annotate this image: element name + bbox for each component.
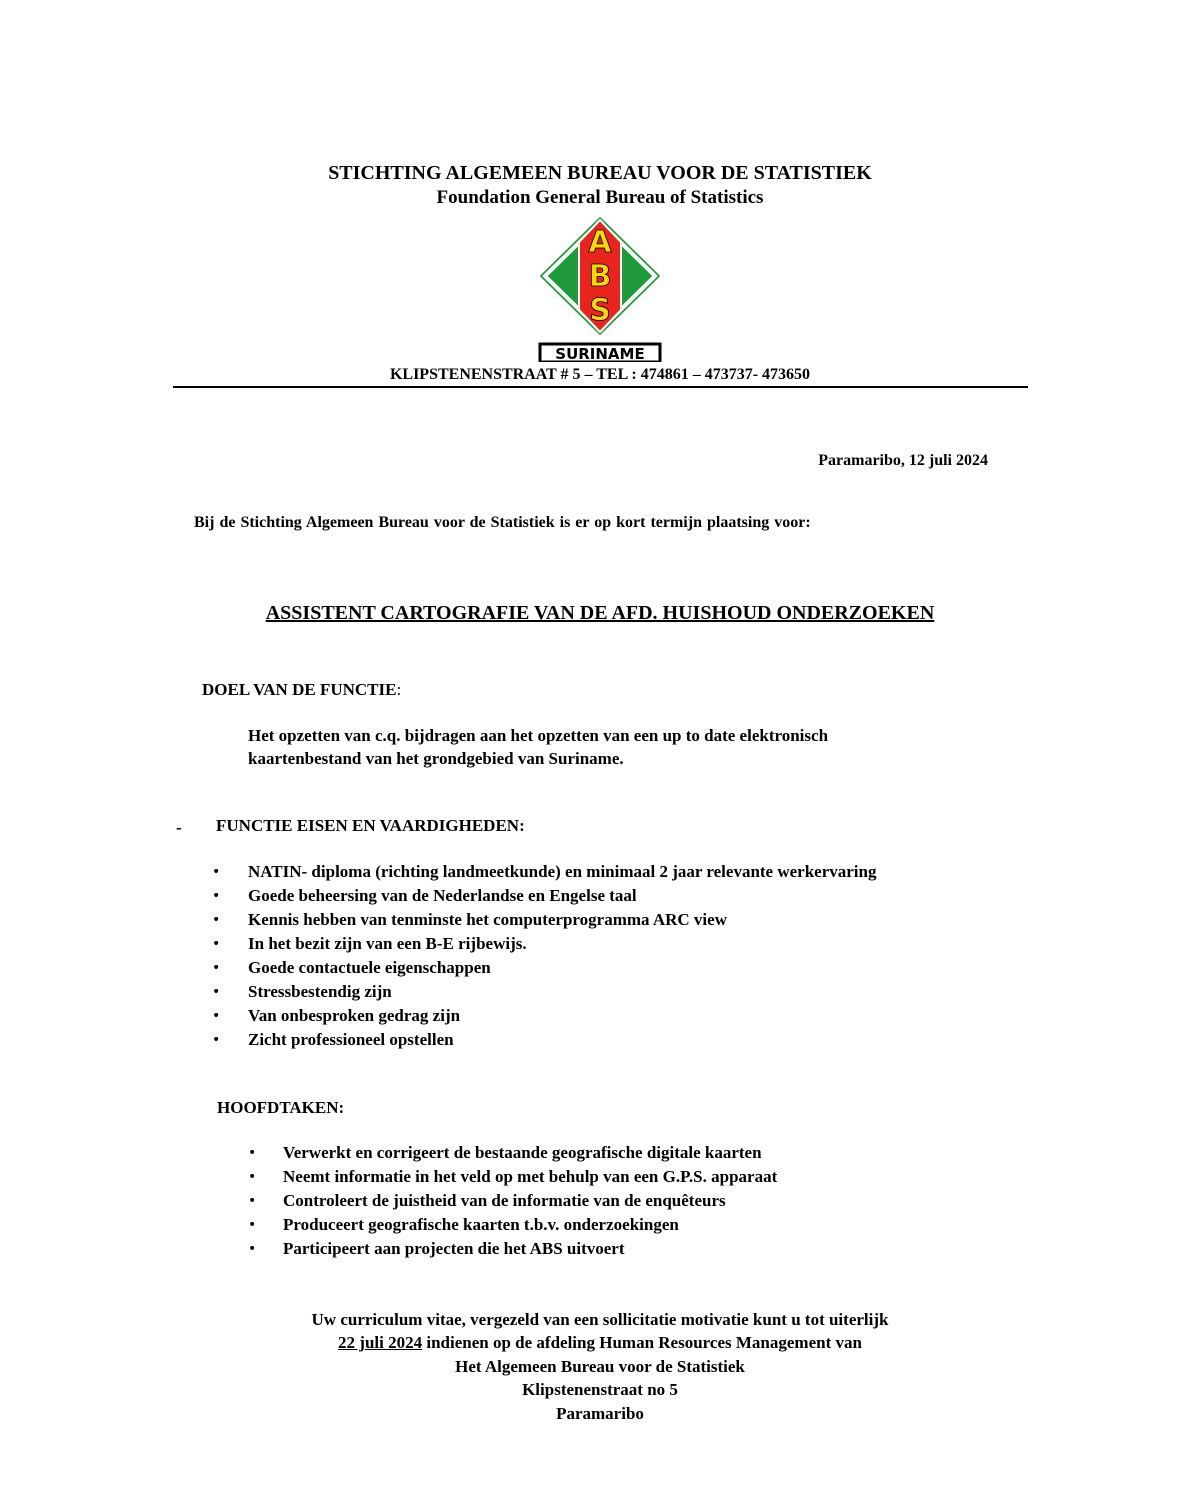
task-text: Neemt informatie in het veld op met behulp van een G.P.S. apparaat [283, 1167, 778, 1186]
letterhead-address: KLIPSTENENSTRAAT # 5 – TEL : 474861 – 473737- 473650 [389, 366, 811, 383]
goal-line-2: kaartenbestand van het grondgebied van Suriname. [248, 749, 624, 768]
bullet-icon: • [248, 1145, 257, 1161]
requirement-text: In het bezit zijn van een B-E rijbewijs. [248, 934, 527, 953]
requirement-text: Stressbestendig zijn [248, 982, 392, 1001]
bullet-icon: • [212, 984, 221, 1000]
goal-heading-text: DOEL VAN DE FUNCTIE [202, 680, 397, 699]
abs-suriname-logo [535, 212, 665, 362]
task-text: Verwerkt en corrigeert de bestaande geografische digitale kaarten [283, 1143, 762, 1162]
requirement-text: Goede contactuele eigenschappen [248, 958, 491, 977]
closing-paragraph [0, 1308, 1200, 1425]
bullet-icon: • [212, 864, 221, 880]
list-item [248, 1189, 777, 1213]
bullet-icon: • [212, 1032, 221, 1048]
list-item [248, 1213, 777, 1237]
closing-line-4: Klipstenenstraat no 5 [522, 1380, 678, 1400]
closing-line-2 [0, 1331, 1200, 1354]
goal-heading-colon: : [396, 680, 402, 699]
list-item [212, 956, 877, 980]
list-item [212, 908, 877, 932]
closing-line-2-rest: indienen op de afdeling Human Resources Management van [422, 1333, 862, 1353]
tasks-heading: HOOFDTAKEN: [217, 1098, 345, 1117]
job-title: ASSISTENT CARTOGRAFIE VAN DE AFD. HUISHOUD ONDERZOEKEN [265, 602, 935, 624]
header-divider [173, 386, 1028, 388]
bullet-icon: • [212, 1008, 221, 1024]
logo-country-text: SURINAME [555, 345, 645, 362]
goal-description [248, 724, 988, 770]
logo-letter-a: A [588, 225, 612, 260]
bullet-icon: • [212, 960, 221, 976]
list-item [248, 1237, 777, 1261]
list-item [248, 1165, 777, 1189]
closing-line-3: Het Algemeen Bureau voor de Statistiek [455, 1356, 745, 1376]
bullet-icon: • [248, 1169, 257, 1185]
tasks-list [248, 1141, 777, 1261]
list-item [212, 860, 877, 884]
requirement-text: Van onbesproken gedrag zijn [248, 1006, 461, 1025]
logo-letter-s: S [589, 293, 611, 328]
requirement-text: Zicht professioneel opstellen [248, 1030, 454, 1049]
closing-line-5: Paramaribo [556, 1403, 644, 1423]
intro-text: Bij de Stichting Algemeen Bureau voor de Statistiek is er op kort termijn plaatsing voor: [194, 514, 811, 531]
bullet-icon: • [248, 1217, 257, 1233]
bullet-icon: • [248, 1193, 257, 1209]
list-item [212, 1028, 877, 1052]
requirement-text: Kennis hebben van tenminste het computerprogramma ARC view [248, 910, 727, 929]
bullet-icon: • [248, 1241, 257, 1257]
list-item [212, 1004, 877, 1028]
list-item [212, 884, 877, 908]
requirement-text: Goede beheersing van de Nederlandse en Engelse taal [248, 886, 637, 905]
requirement-text: NATIN- diploma (richting landmeetkunde) en minimaal 2 jaar relevante werkervaring [248, 862, 877, 881]
goal-heading [202, 680, 401, 700]
task-text: Participeert aan projecten die het ABS uitvoert [283, 1239, 625, 1258]
letter-date: Paramaribo, 12 juli 2024 [818, 452, 988, 469]
task-text: Controleert de juistheid van de informatie van de enquêteurs [283, 1191, 726, 1210]
bullet-icon: • [212, 912, 221, 928]
requirements-list [212, 860, 877, 1052]
list-item [212, 932, 877, 956]
org-name-english: Foundation General Bureau of Statistics [436, 187, 764, 208]
list-item [248, 1141, 777, 1165]
deadline-date: 22 juli 2024 [338, 1333, 423, 1353]
closing-line-1: Uw curriculum vitae, vergezeld van een sollicitatie motivatie kunt u tot uiterlijk [311, 1310, 889, 1329]
list-item [212, 980, 877, 1004]
org-name-dutch: STICHTING ALGEMEEN BUREAU VOOR DE STATISTIEK [328, 162, 872, 184]
task-text: Produceert geografische kaarten t.b.v. onderzoekingen [283, 1215, 679, 1234]
bullet-icon: • [212, 936, 221, 952]
logo-letter-b: B [588, 259, 612, 294]
goal-line-1: Het opzetten van c.q. bijdragen aan het opzetten van een up to date elektronisch [248, 726, 829, 745]
bullet-icon: • [212, 888, 221, 904]
requirements-heading: FUNCTIE EISEN EN VAARDIGHEDEN: [216, 816, 525, 835]
stray-dash-marker: - [176, 818, 182, 837]
